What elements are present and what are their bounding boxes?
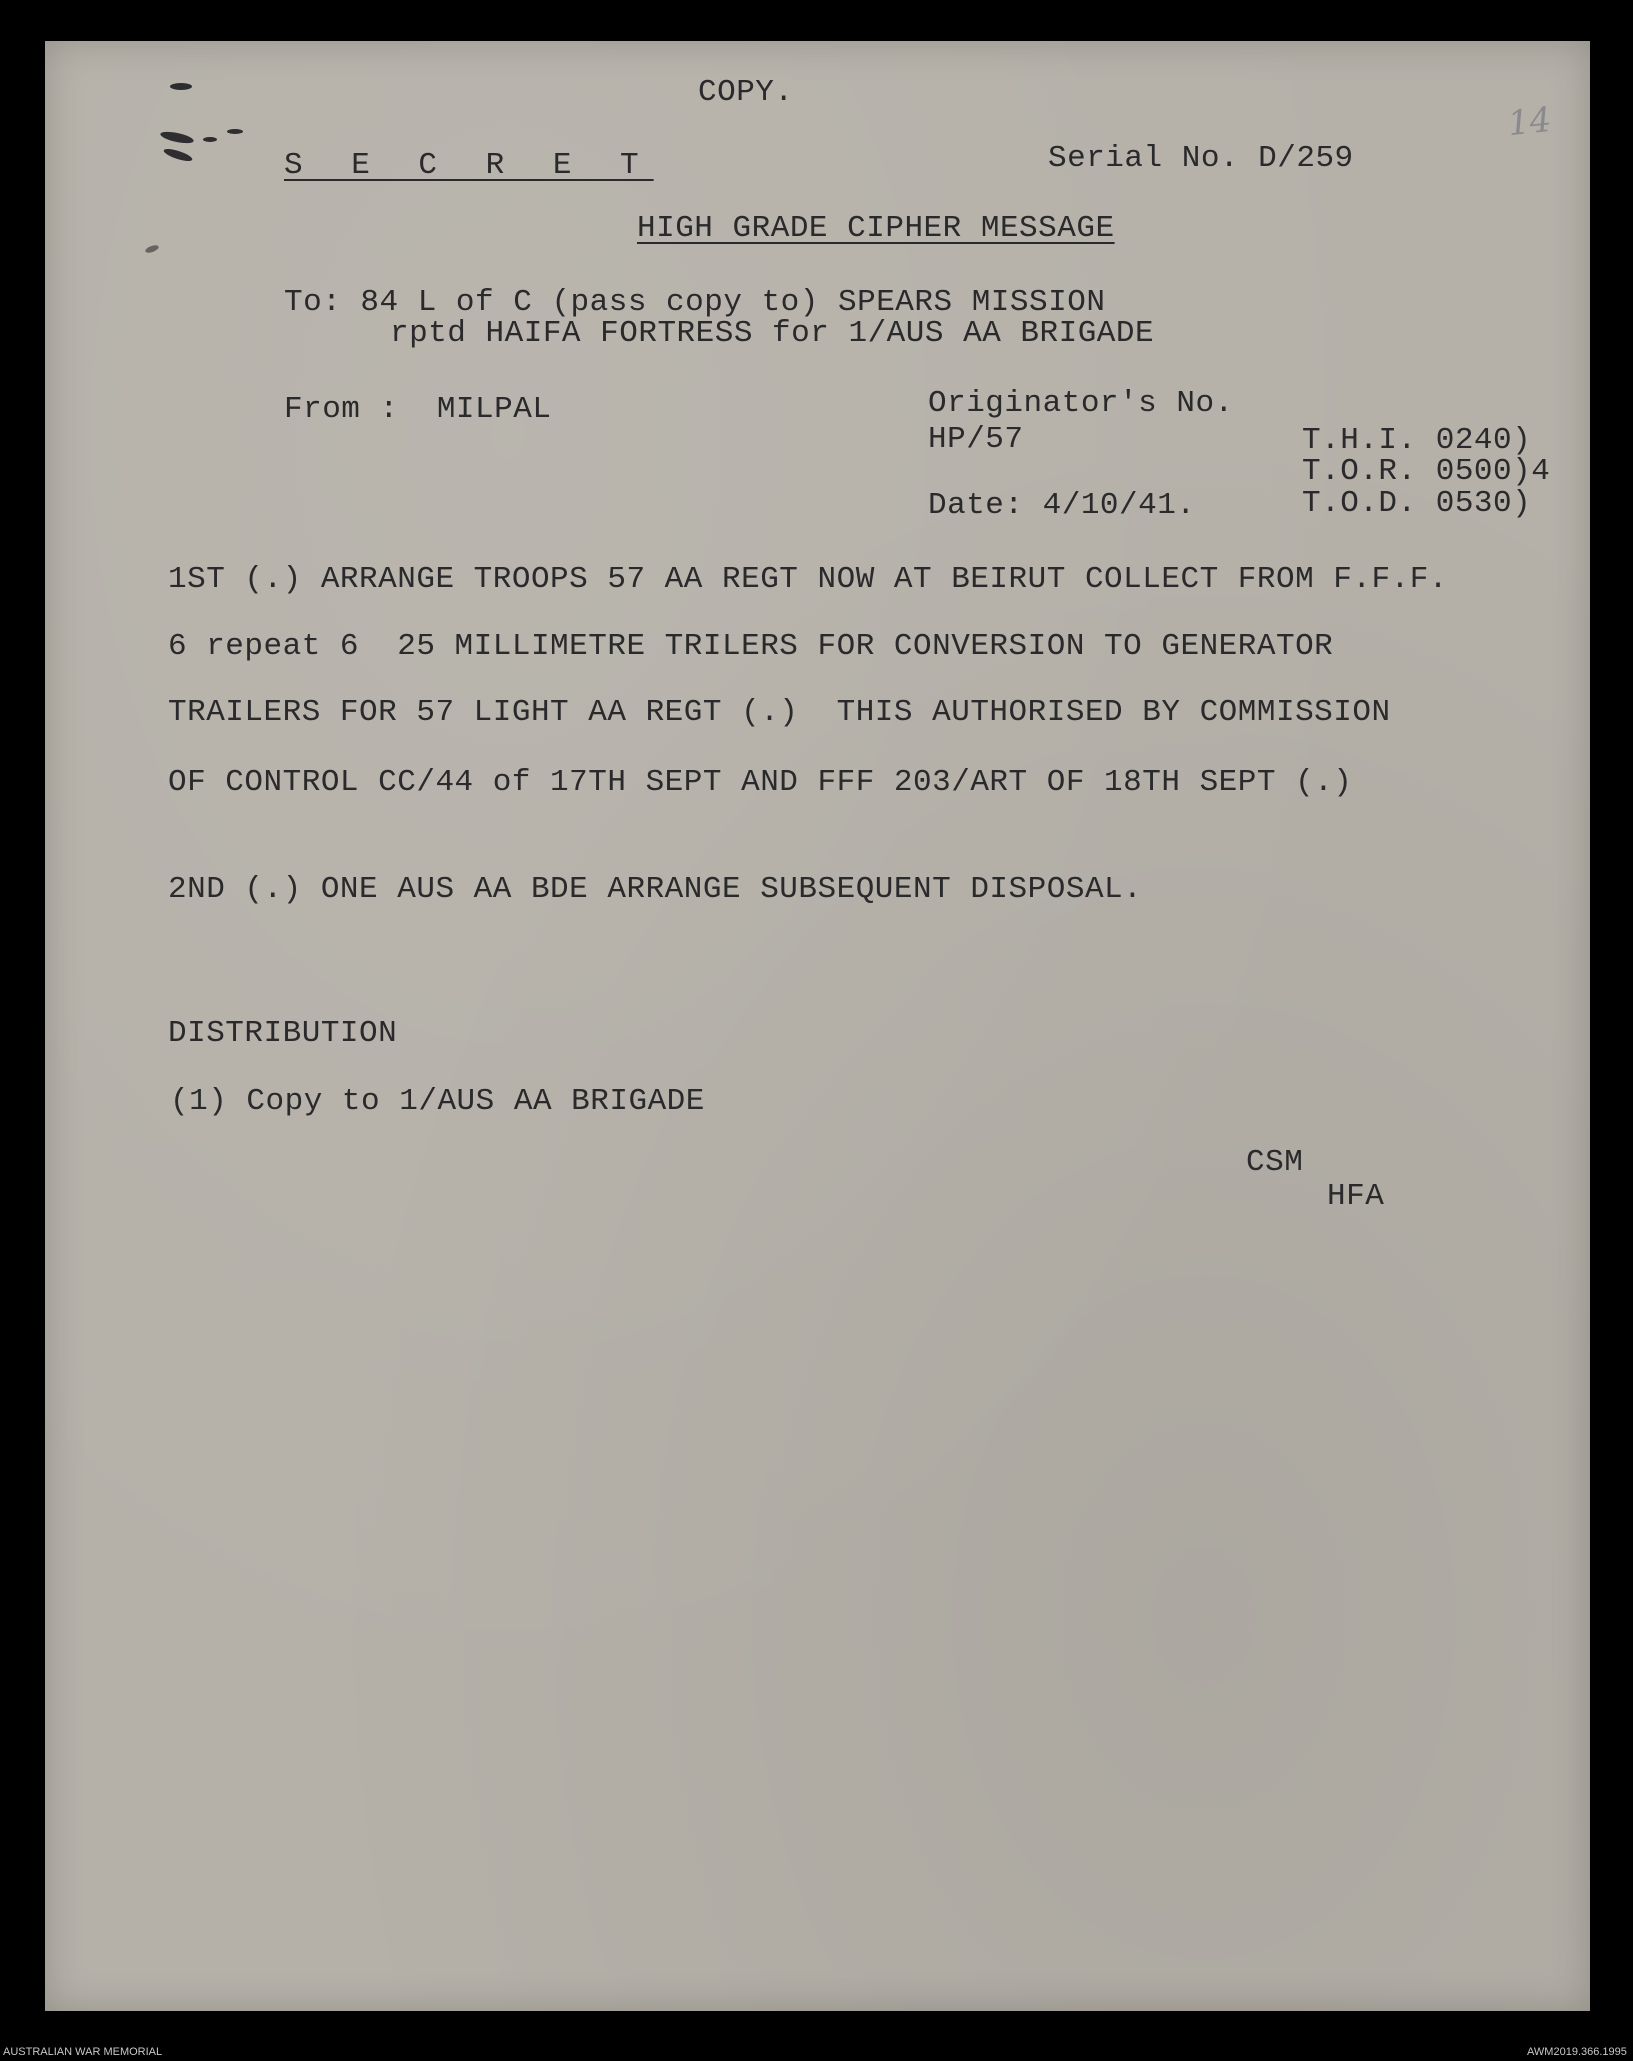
time-of-receipt: T.O.R. 0500)4 bbox=[1302, 454, 1551, 489]
serial-number: Serial No. D/259 bbox=[1048, 141, 1354, 176]
message-title: HIGH GRADE CIPHER MESSAGE bbox=[637, 211, 1115, 246]
ink-smudge bbox=[144, 244, 159, 254]
time-of-despatch: T.O.D. 0530) bbox=[1302, 486, 1532, 521]
ink-smudge bbox=[159, 130, 194, 146]
ink-smudge bbox=[162, 147, 193, 164]
to-line-1: To: 84 L of C (pass copy to) SPEARS MISSION bbox=[284, 285, 1106, 320]
copy-mark: COPY. bbox=[698, 75, 794, 110]
body-line-3: TRAILERS FOR 57 LIGHT AA REGT (.) THIS AUTHORISED BY COMMISSION bbox=[168, 695, 1391, 730]
ink-smudge bbox=[227, 129, 243, 134]
body-line-4: OF CONTROL CC/44 of 17TH SEPT AND FFF 203/ART OF 18TH SEPT (.) bbox=[168, 765, 1353, 800]
classification-secret: S E C R E T bbox=[284, 148, 654, 183]
distribution-item-1: (1) Copy to 1/AUS AA BRIGADE bbox=[170, 1084, 705, 1119]
body-line-2: 6 repeat 6 25 MILLIMETRE TRILERS FOR CONVERSION TO GENERATOR bbox=[168, 629, 1334, 664]
page-number-annotation: 14 bbox=[1506, 99, 1554, 145]
signoff-line-1: CSM bbox=[1246, 1145, 1304, 1180]
originator-number: HP/57 bbox=[928, 422, 1024, 457]
body-line-1: 1ST (.) ARRANGE TROOPS 57 AA REGT NOW AT BEIRUT COLLECT FROM F.F.F. bbox=[168, 562, 1448, 597]
body-line-5: 2ND (.) ONE AUS AA BDE ARRANGE SUBSEQUENT DISPOSAL. bbox=[168, 872, 1143, 907]
originator-label: Originator's No. bbox=[928, 386, 1234, 421]
footer-accession-number: AWM2019.366.1995 bbox=[1527, 2046, 1627, 2058]
footer-institution: AUSTRALIAN WAR MEMORIAL bbox=[3, 2046, 163, 2058]
ink-smudge bbox=[170, 83, 192, 90]
signoff-line-2: HFA bbox=[1327, 1179, 1385, 1214]
date-line: Date: 4/10/41. bbox=[928, 488, 1196, 523]
from-line: From : MILPAL bbox=[284, 392, 552, 427]
to-line-2: rptd HAIFA FORTRESS for 1/AUS AA BRIGADE bbox=[390, 316, 1155, 351]
ink-smudge bbox=[203, 137, 217, 142]
time-handed-in: T.H.I. 0240) bbox=[1302, 423, 1532, 458]
distribution-heading: DISTRIBUTION bbox=[168, 1016, 398, 1051]
